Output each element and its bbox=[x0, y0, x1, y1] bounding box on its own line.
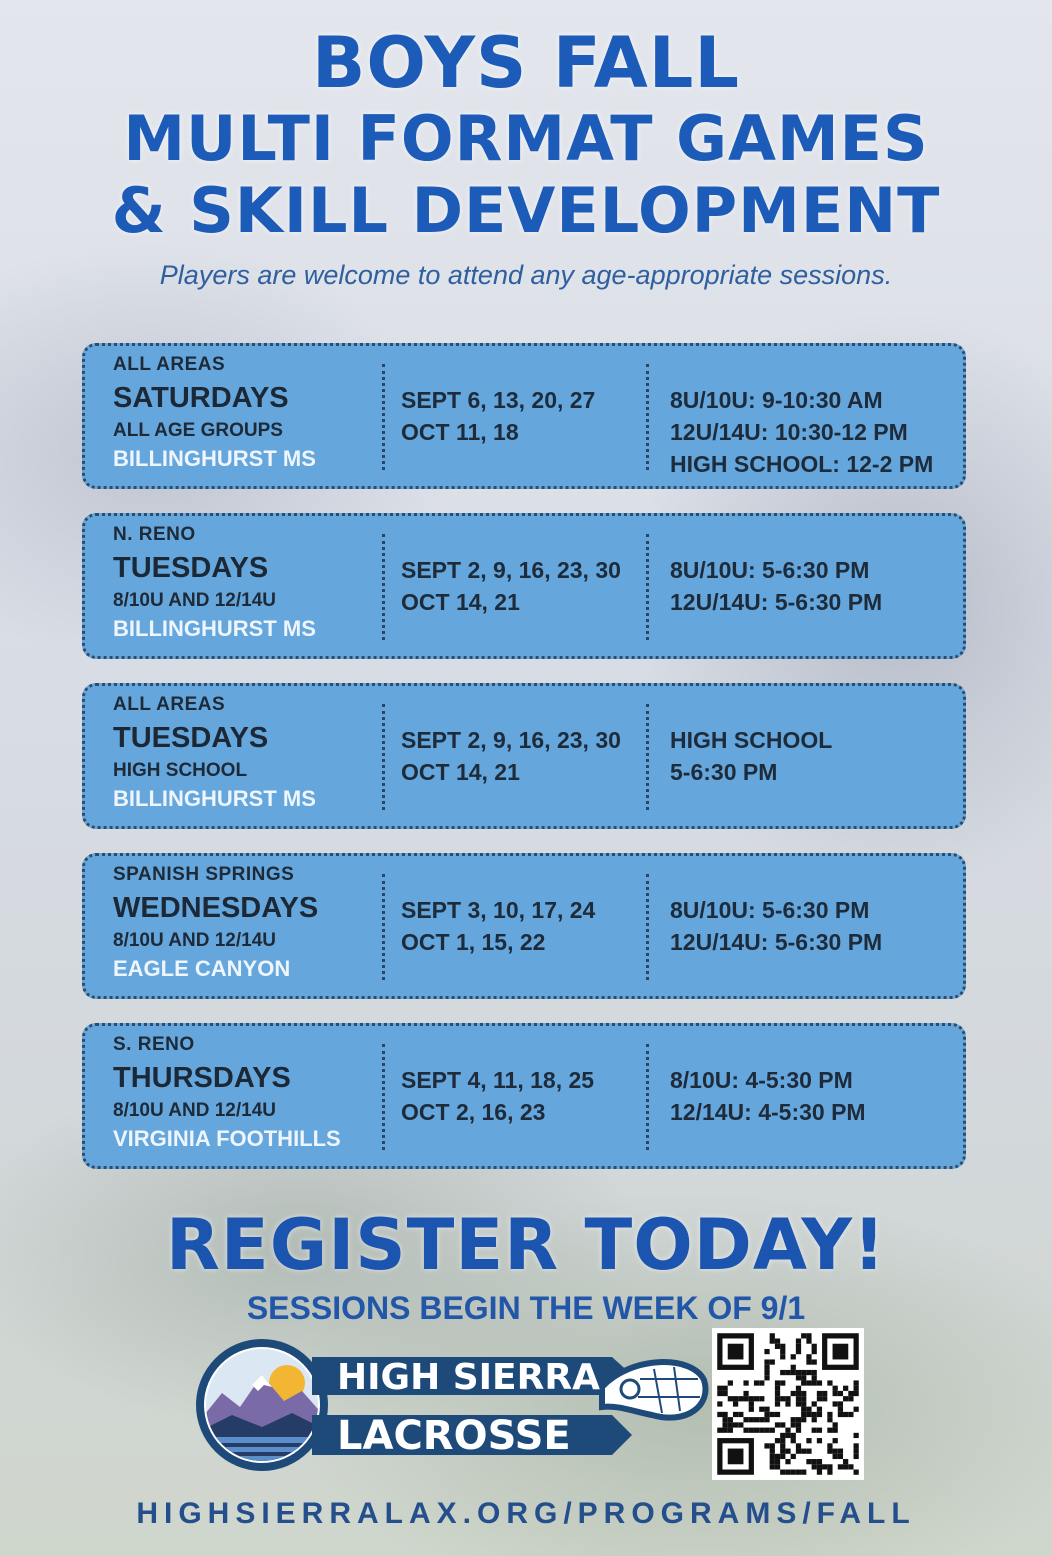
dates-line: SEPT 3, 10, 17, 24 bbox=[401, 897, 596, 923]
session-day: TUESDAYS bbox=[113, 552, 269, 584]
column-divider bbox=[382, 534, 385, 640]
column-divider bbox=[646, 704, 649, 810]
time-line: 12U/14U: 5-6:30 PM bbox=[670, 589, 883, 615]
session-info bbox=[113, 1034, 373, 1152]
column-divider bbox=[382, 874, 385, 980]
high-sierra-lacrosse-logo bbox=[192, 1335, 712, 1475]
session-location: BILLINGHURST MS bbox=[113, 786, 316, 811]
session-times bbox=[670, 724, 832, 788]
time-line: 8/10U: 4-5:30 PM bbox=[670, 1067, 853, 1093]
session-dates bbox=[401, 894, 595, 958]
session-dates bbox=[401, 384, 595, 448]
dates-line: SEPT 4, 11, 18, 25 bbox=[401, 1067, 595, 1093]
session-card-high-school-tuesdays bbox=[82, 683, 966, 829]
session-area: ALL AREAS bbox=[113, 354, 226, 375]
session-dates bbox=[401, 724, 621, 788]
title-line-1: BOYS FALL bbox=[311, 22, 740, 104]
dates-line: OCT 2, 16, 23 bbox=[401, 1099, 546, 1125]
session-dates bbox=[401, 554, 621, 618]
session-info bbox=[113, 864, 373, 982]
session-groups: 8/10U AND 12/14U bbox=[113, 930, 276, 951]
session-groups: ALL AGE GROUPS bbox=[113, 420, 283, 441]
session-location: BILLINGHURST MS bbox=[113, 616, 316, 641]
session-area: N. RENO bbox=[113, 524, 196, 545]
session-groups: 8/10U AND 12/14U bbox=[113, 590, 276, 611]
title-line-2: MULTI FORMAT GAMES bbox=[123, 102, 929, 175]
dates-line: SEPT 2, 9, 16, 23, 30 bbox=[401, 727, 621, 753]
session-groups: HIGH SCHOOL bbox=[113, 760, 248, 781]
time-line: 8U/10U: 9-10:30 AM bbox=[670, 387, 883, 413]
dates-line: OCT 11, 18 bbox=[401, 419, 519, 445]
dates-line: OCT 14, 21 bbox=[401, 759, 520, 785]
qr-code[interactable] bbox=[712, 1328, 864, 1480]
session-times bbox=[670, 1064, 866, 1128]
logo-text-line2: LACROSSE bbox=[337, 1413, 571, 1459]
column-divider bbox=[646, 874, 649, 980]
session-day: SATURDAYS bbox=[113, 382, 289, 414]
session-area: SPANISH SPRINGS bbox=[113, 864, 295, 885]
session-times bbox=[670, 894, 882, 958]
session-times bbox=[670, 554, 882, 618]
time-line: 5-6:30 PM bbox=[670, 759, 778, 785]
session-info bbox=[113, 694, 373, 812]
time-line: 8U/10U: 5-6:30 PM bbox=[670, 897, 870, 923]
session-card-saturdays bbox=[82, 343, 966, 489]
logo-text-line1: HIGH SIERRA bbox=[337, 1357, 600, 1398]
dates-line: SEPT 2, 9, 16, 23, 30 bbox=[401, 557, 621, 583]
session-card-wednesdays bbox=[82, 853, 966, 999]
column-divider bbox=[382, 704, 385, 810]
session-groups: 8/10U AND 12/14U bbox=[113, 1100, 276, 1121]
time-line: 8U/10U: 5-6:30 PM bbox=[670, 557, 870, 583]
time-line: 12U/14U: 10:30-12 PM bbox=[670, 419, 908, 445]
time-line: HIGH SCHOOL: 12-2 PM bbox=[670, 451, 934, 477]
dates-line: SEPT 6, 13, 20, 27 bbox=[401, 387, 596, 413]
column-divider bbox=[382, 1044, 385, 1150]
dates-line: OCT 1, 15, 22 bbox=[401, 929, 546, 955]
subtitle: Players are welcome to attend any age-appropriate sessions. bbox=[159, 260, 893, 290]
session-area: ALL AREAS bbox=[113, 694, 226, 715]
register-heading: REGISTER TODAY! bbox=[166, 1204, 886, 1286]
column-divider bbox=[646, 1044, 649, 1150]
session-times bbox=[670, 384, 933, 480]
column-divider bbox=[646, 364, 649, 470]
time-line: 12/14U: 4-5:30 PM bbox=[670, 1099, 866, 1125]
dates-line: OCT 14, 21 bbox=[401, 589, 520, 615]
column-divider bbox=[382, 364, 385, 470]
column-divider bbox=[646, 534, 649, 640]
title-line-3: & SKILL DEVELOPMENT bbox=[111, 174, 941, 247]
session-location: VIRGINIA FOOTHILLS bbox=[113, 1126, 341, 1151]
time-line: 12U/14U: 5-6:30 PM bbox=[670, 929, 883, 955]
session-card-n-reno-tuesdays bbox=[82, 513, 966, 659]
session-area: S. RENO bbox=[113, 1034, 195, 1055]
session-location: BILLINGHURST MS bbox=[113, 446, 316, 471]
session-day: WEDNESDAYS bbox=[113, 892, 319, 924]
program-url[interactable]: HIGHSIERRALAX.ORG/PROGRAMS/FALL bbox=[136, 1497, 916, 1530]
sessions-begin-text: SESSIONS BEGIN THE WEEK OF 9/1 bbox=[246, 1290, 806, 1326]
session-location: EAGLE CANYON bbox=[113, 956, 291, 981]
session-dates bbox=[401, 1064, 594, 1128]
session-list bbox=[82, 343, 966, 1193]
session-info bbox=[113, 354, 373, 472]
header bbox=[0, 22, 1052, 291]
time-line: HIGH SCHOOL bbox=[670, 727, 833, 753]
session-info bbox=[113, 524, 373, 642]
session-day: THURSDAYS bbox=[113, 1062, 291, 1094]
session-day: TUESDAYS bbox=[113, 722, 269, 754]
session-card-thursdays bbox=[82, 1023, 966, 1169]
